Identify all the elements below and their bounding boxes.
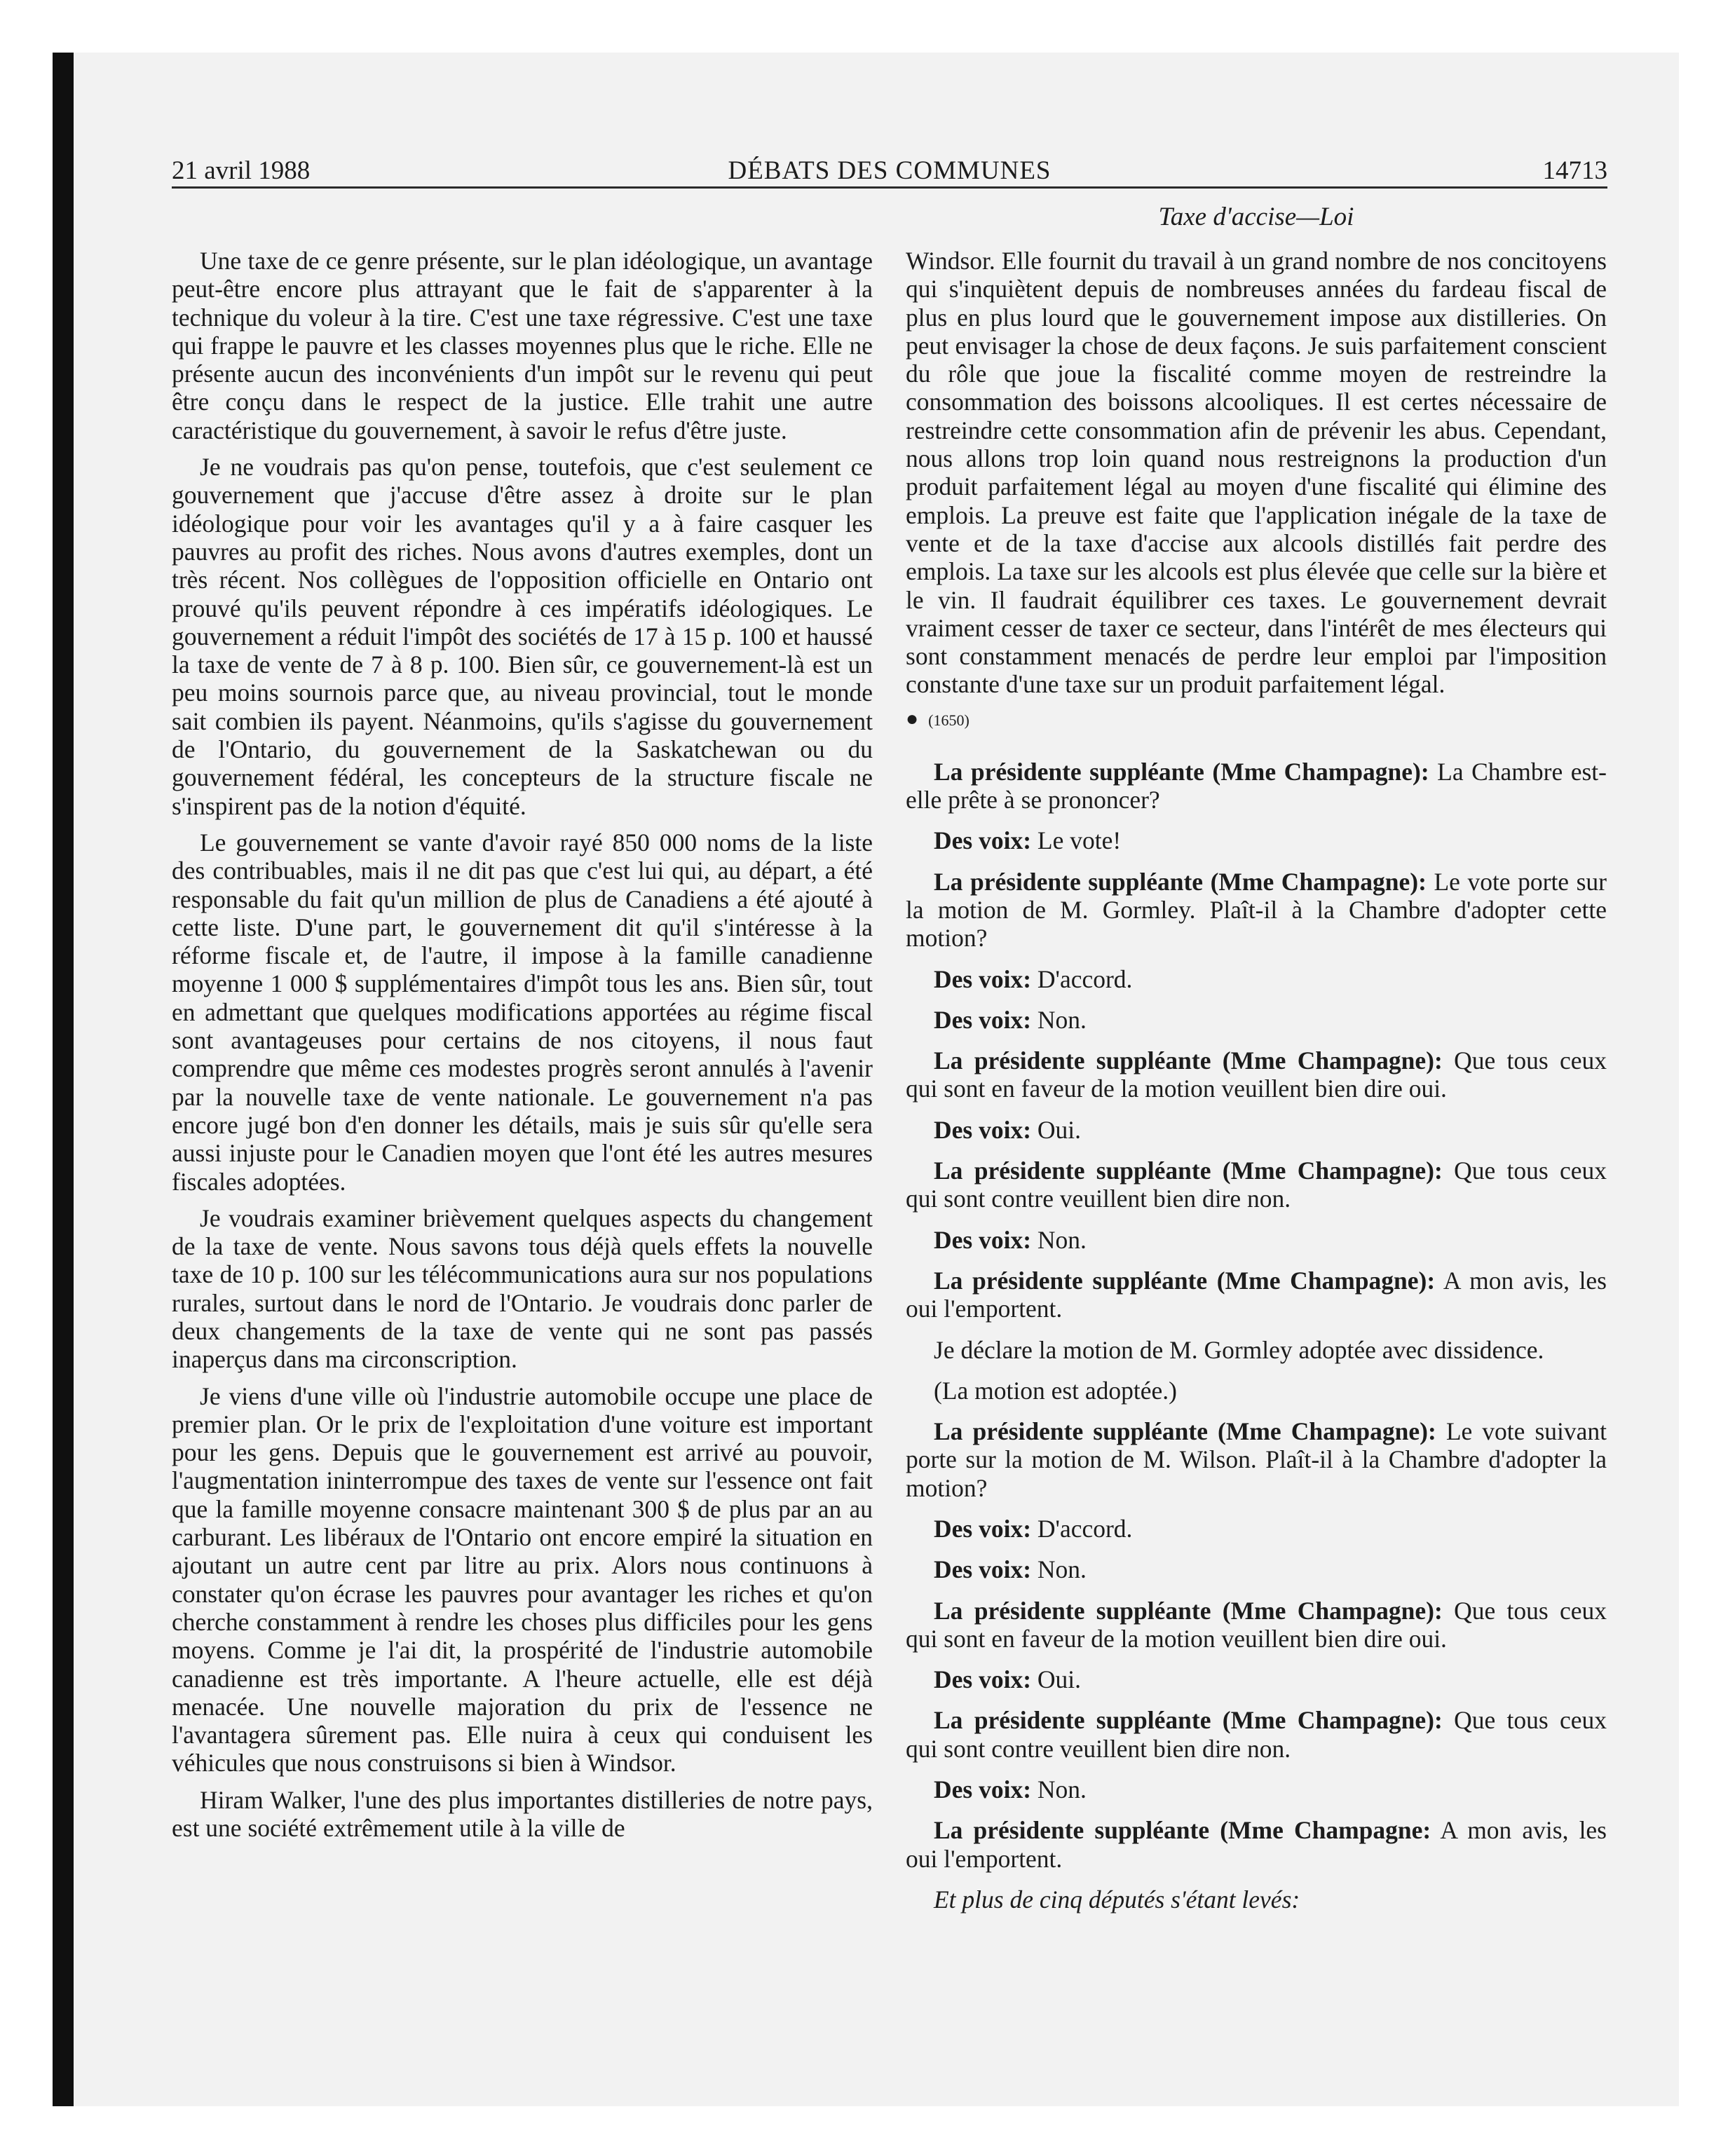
speaker: Des voix: xyxy=(934,1665,1032,1694)
speech-text: Le vote porte sur la motion de M. Gormley. Plaît-il à la Chambre d'adopter cette motion? xyxy=(906,867,1607,953)
paragraph-continued: Windsor. Elle fournit du travail à un grand nombre de nos concitoyens qui s'inquiètent depuis de nombreuses années du fardeau fiscal de plus en plus lourd que le gouvernement impose aux distilleries. On peut envisager la chose de deux façons. Je suis parfaitement conscient du rôle que joue la fiscalité comme moyen de restreindre la consommation des boissons alcooliques. Il est certes nécessaire de restreindre cette consommation afin de prévenir les abus. Cependant, nous allons trop loin quand nous restreignons la production d'un produit parfaitement légal au moyen d'une fiscalité qui élimine des emplois. La preuve est faite que l'application inégale de la taxe de vente et de la taxe d'accise aux alcools distillés fait perdre des emplois. La taxe sur les alcools est plus élevée que celle sur la bière et le vin. Il faudrait équilibrer ces taxes. Le gouvernement devrait vraiment cesser de taxer ce secteur, dans l'intérêt de mes électeurs qui sont constamment menacés de perdre leur emploi par l'imposition constante d'une taxe sur un produit parfaitement légal. xyxy=(906,247,1607,699)
speech-text: A mon avis, les oui l'emportent. xyxy=(906,1816,1607,1873)
speech-text: Oui. xyxy=(1031,1115,1082,1144)
speaker: La présidente suppléante (Mme Champagne): xyxy=(934,1417,1436,1446)
speaker: Des voix: xyxy=(934,1115,1032,1144)
right-column xyxy=(906,247,1607,1922)
speech-turn xyxy=(906,1336,1607,1364)
bullet-icon: ● xyxy=(906,707,919,730)
time-marker xyxy=(906,709,1607,731)
running-header xyxy=(172,156,1607,189)
time-marker-label: (1650) xyxy=(928,711,969,729)
speech-turn xyxy=(906,1706,1607,1763)
speech-turn xyxy=(906,1267,1607,1323)
speaker: Des voix: xyxy=(934,1005,1032,1034)
speaker: La présidente suppléante (Mme Champagne): xyxy=(934,1266,1436,1295)
speech-turn xyxy=(906,1006,1607,1034)
header-date: 21 avril 1988 xyxy=(172,156,311,185)
speech-turn xyxy=(906,1816,1607,1873)
speech-text: Non. xyxy=(1031,1005,1087,1034)
section-title: Taxe d'accise—Loi xyxy=(1158,203,1354,231)
speech-turn xyxy=(906,1417,1607,1502)
speaker: La présidente suppléante (Mme Champagne: xyxy=(934,1816,1431,1845)
speaker: Des voix: xyxy=(934,1555,1032,1584)
paragraph: Une taxe de ce genre présente, sur le plan idéologique, un avantage peut-être encore plus attrayant que le fait de s'apparenter à la technique du voleur à la tire. C'est une taxe régressive. C'est une taxe qui frappe le pauvre et les classes moyennes plus que le riche. Elle ne présente aucun des inconvénients d'un impôt sur le revenu qui peut être conçu dans le respect de la justice. Elle trahit une autre caractéristique du gouvernement, à savoir le refus d'être juste. xyxy=(172,247,873,444)
speaker: Des voix: xyxy=(934,1775,1032,1804)
page-number: 14713 xyxy=(1542,156,1607,185)
speaker: La présidente suppléante (Mme Champagne): xyxy=(934,1157,1443,1185)
left-column xyxy=(172,247,873,1850)
speech-text: Le vote! xyxy=(1031,826,1122,855)
speech-text: Que tous ceux qui sont contre veuillent bien dire non. xyxy=(906,1706,1607,1763)
speech-turn xyxy=(906,1157,1607,1213)
speech-turn xyxy=(906,1116,1607,1144)
scan-binding-edge xyxy=(53,53,74,2106)
speech-text: D'accord. xyxy=(1031,964,1133,993)
speech-turn xyxy=(906,1555,1607,1583)
speech-text: Non. xyxy=(1031,1555,1087,1584)
speech-turn xyxy=(906,826,1607,854)
header-title: DÉBATS DES COMMUNES xyxy=(728,156,1052,185)
speaker: Des voix: xyxy=(934,826,1032,855)
speech-text: D'accord. xyxy=(1031,1514,1133,1543)
speech-text: Non. xyxy=(1031,1225,1087,1254)
speech-text: (La motion est adoptée.) xyxy=(934,1376,1177,1405)
speaker: Des voix: xyxy=(934,1225,1032,1254)
speech-turn xyxy=(906,1046,1607,1103)
paragraph: Le gouvernement se vante d'avoir rayé 850 000 noms de la liste des contribuables, mais il ne dit pas que c'est lui qui, au départ, a été responsable du fait qu'un million de plus de Canadiens a été ajouté à cette liste. D'une part, le gouvernement dit qu'il s'intéresse à la réforme fiscale et, de l'autre, il impose à la famille canadienne moyenne 1 000 $ supplémentaires d'impôt tous les ans. Bien sûr, tout en admettant que quelques modifications apportées au régime fiscal sont avantageuses pour certains de nos citoyens, il nous faut comprendre que même ces modestes progrès seront annulés à l'avenir par la nouvelle taxe de vente nationale. Le gouvernement n'a pas encore jugé bon d'en donner les détails, mais je suis sûr qu'elle sera aussi injuste pour le Canadien moyen que l'ont été les autres mesures fiscales adoptées. xyxy=(172,828,873,1196)
speech-text: Que tous ceux qui sont en faveur de la motion veuillent bien dire oui. xyxy=(906,1046,1607,1103)
speaker: La présidente suppléante (Mme Champagne): xyxy=(934,1596,1443,1625)
speech-turn xyxy=(906,1226,1607,1254)
speaker: Des voix: xyxy=(934,964,1032,993)
paragraph: Hiram Walker, l'une des plus importantes distilleries de notre pays, est une société extrêmement utile à la ville de xyxy=(172,1785,873,1843)
paragraph: Je viens d'une ville où l'industrie automobile occupe une place de premier plan. Or le prix de l'exploitation d'une voiture est important pour les gens. Depuis que le gouvernement est arrivé au pouvoir, l'augmentation ininterrompue des taxes de vente sur l'essence ont fait que la famille moyenne consacre maintenant 300 $ de plus par an au carburant. Les libéraux de l'Ontario ont encore empiré la situation en ajoutant un autre cent par litre au prix. Alors nous continuons à constater qu'on écrase les pauvres pour avantager les riches et qu'on cherche constamment à rendre les choses plus difficiles pour les gens moyens. Comme je l'ai dit, la prospérité de l'industrie automobile canadienne est très importante. A l'heure actuelle, elle est déjà menacée. Une nouvelle majoration du prix de l'essence ne l'avantagera sûrement pas. Elle nuira à ceux qui conduisent les véhicules que nous construisons si bien à Windsor. xyxy=(172,1381,873,1778)
speech-turn xyxy=(906,1377,1607,1405)
paragraph: Je voudrais examiner brièvement quelques aspects du changement de la taxe de vente. Nous savons tous déjà quels effets la nouvelle taxe de 10 p. 100 sur les télécommunications aura sur nos populations rurales, surtout dans le nord de l'Ontario. Je voudrais donc parler de deux changements de la taxe de vente qui ne sont pas passés inaperçus dans ma circonscription. xyxy=(172,1203,873,1374)
speaker: Des voix: xyxy=(934,1514,1032,1543)
speech-text: Oui. xyxy=(1031,1665,1082,1694)
closing-italic: Et plus de cinq députés s'étant levés: xyxy=(934,1885,1300,1913)
speech-text: La Chambre est-elle prête à se prononcer? xyxy=(906,757,1607,814)
speech-text: Le vote suivant porte sur la motion de M. Wilson. Plaît-il à la Chambre d'adopter la motion? xyxy=(906,1417,1607,1502)
speech-turn xyxy=(906,965,1607,993)
speech-turn xyxy=(906,758,1607,814)
speaker: La présidente suppléante (Mme Champagne): xyxy=(934,867,1427,896)
speech-turn xyxy=(906,1775,1607,1803)
speech-text: Que tous ceux qui sont en faveur de la motion veuillent bien dire oui. xyxy=(906,1596,1607,1653)
speech-text: A mon avis, les oui l'emportent. xyxy=(906,1266,1607,1323)
speech-text: Je déclare la motion de M. Gormley adoptée avec dissidence. xyxy=(934,1335,1544,1364)
speaker: La présidente suppléante (Mme Champagne): xyxy=(934,1046,1443,1075)
speech-text: Non. xyxy=(1031,1775,1087,1804)
speech-turn xyxy=(906,1597,1607,1653)
speaker: La présidente suppléante (Mme Champagne): xyxy=(934,1706,1443,1735)
speech-turn xyxy=(906,1515,1607,1543)
speaker: La présidente suppléante (Mme Champagne): xyxy=(934,757,1429,786)
speech-text: Que tous ceux qui sont contre veuillent bien dire non. xyxy=(906,1157,1607,1213)
paragraph: Je ne voudrais pas qu'on pense, toutefois, que c'est seulement ce gouvernement que j'accuse d'être assez à droite sur le plan idéologique pour voir les avantages qu'il y a à faire casquer les pauvres au profit des riches. Nous avons d'autres exemples, dont un très récent. Nos collègues de l'opposition officielle en Ontario ont prouvé qu'ils peuvent répondre à ces impératifs idéologiques. Le gouvernement a réduit l'impôt des sociétés de 17 à 15 p. 100 et haussé la taxe de vente de 7 à 8 p. 100. Bien sûr, ce gouvernement-là est un peu moins sournois parce que, au niveau provincial, tout le monde sait combien ils payent. Néanmoins, qu'ils s'agisse du gouvernement de l'Ontario, du gouvernement de la Saskatchewan ou du gouvernement fédéral, les concepteurs de la structure fiscale ne s'inspirent pas de la notion d'équité. xyxy=(172,453,873,820)
speech-turn xyxy=(906,1665,1607,1693)
speech-turn xyxy=(906,868,1607,953)
